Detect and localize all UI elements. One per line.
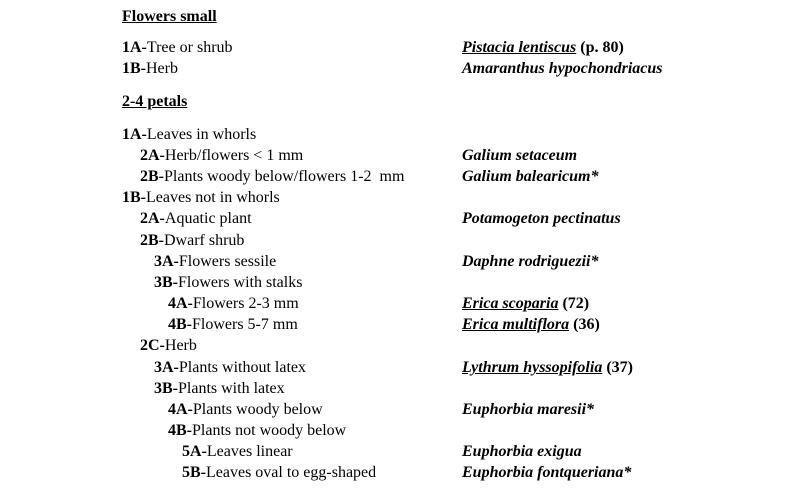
key-text: Flowers sessile <box>178 253 277 270</box>
key-lead <box>154 251 276 272</box>
key-text: Plants not woody below <box>192 422 347 439</box>
key-row <box>0 187 792 208</box>
key-text: Herb <box>164 337 197 354</box>
key-row <box>0 37 792 58</box>
key-row <box>0 399 792 420</box>
key-lead <box>168 420 346 441</box>
key-text: Plants woody below <box>192 401 323 418</box>
key-lead <box>122 37 233 58</box>
key-text: Plants with latex <box>178 380 285 397</box>
key-code: 3B- <box>154 274 178 291</box>
species-name: Pistacia lentiscus <box>462 39 577 56</box>
key-row <box>0 230 792 251</box>
key-lead <box>168 314 298 335</box>
section-heading-2-4-petals: 2-4 petals <box>122 93 188 110</box>
key-row <box>0 166 792 187</box>
key-text: Flowers with stalks <box>178 274 303 291</box>
key-text: Flowers 5-7 mm <box>192 316 298 333</box>
key-row <box>0 58 792 79</box>
key-code: 3A- <box>154 359 179 376</box>
key-row <box>0 251 792 272</box>
species-entry <box>462 441 582 462</box>
species-entry <box>462 462 631 483</box>
key-lead <box>182 441 293 462</box>
key-lead <box>140 208 252 229</box>
section-heading-flowers-small: Flowers small <box>122 8 217 25</box>
species-entry <box>462 314 600 335</box>
key-code: 4A- <box>168 295 193 312</box>
key-row <box>0 420 792 441</box>
key-row <box>0 462 792 483</box>
key-code: 2A- <box>140 147 165 164</box>
page-reference: (72) <box>558 295 590 312</box>
key-lead <box>122 187 280 208</box>
species-entry <box>462 208 621 229</box>
key-code: 2B- <box>140 232 164 249</box>
key-code: 2B- <box>140 168 164 185</box>
key-row <box>0 124 792 145</box>
key-lead <box>154 357 306 378</box>
key-lead <box>122 124 256 145</box>
species-name: Euphorbia fontqueriana* <box>462 464 632 481</box>
key-row <box>0 357 792 378</box>
key-text: Aquatic plant <box>164 210 252 227</box>
key-row <box>0 378 792 399</box>
key-text: Leaves in whorls <box>146 126 257 143</box>
species-name: Galium balearicum* <box>462 168 599 185</box>
key-row <box>0 293 792 314</box>
key-lead <box>168 293 299 314</box>
key-lead <box>122 58 178 79</box>
species-name: Galium setaceum <box>462 147 578 164</box>
key-row <box>0 441 792 462</box>
key-lead <box>182 462 376 483</box>
page-reference: (37) <box>602 359 633 376</box>
key-row <box>0 314 792 335</box>
key-text: Leaves not in whorls <box>146 189 280 206</box>
species-name: Erica scoparia <box>462 295 559 312</box>
key-text: Herb/flowers < 1 mm <box>164 147 304 164</box>
species-entry <box>462 357 633 378</box>
key-code: 4B- <box>168 422 192 439</box>
species-name: Lythrum hyssopifolia <box>462 359 603 376</box>
species-name: Daphne rodriguezii* <box>462 253 599 270</box>
key-code: 2A- <box>140 210 165 227</box>
key-lead <box>140 166 404 187</box>
key-row <box>0 208 792 229</box>
key-text: Plants without latex <box>178 359 306 376</box>
key-lead <box>168 399 323 420</box>
species-entry <box>462 166 598 187</box>
page-reference: (36) <box>569 316 600 333</box>
key-row <box>0 272 792 293</box>
key-lead <box>154 378 285 399</box>
species-name: Euphorbia maresii* <box>462 401 595 418</box>
key-text: Herb <box>146 60 178 77</box>
key-code: 5A- <box>182 443 207 460</box>
species-entry <box>462 251 598 272</box>
key-lead <box>140 145 303 166</box>
species-entry <box>462 293 589 314</box>
key-code: 2C- <box>140 337 165 354</box>
key-code: 1B- <box>122 60 146 77</box>
species-name: Potamogeton pectinatus <box>462 210 621 227</box>
key-text: Tree or shrub <box>146 39 233 56</box>
key-row <box>0 145 792 166</box>
key-row <box>0 335 792 356</box>
key-text: Plants woody below/flowers 1-2 mm <box>164 168 405 185</box>
key-code: 1B- <box>122 189 146 206</box>
page-reference: (p. 80) <box>576 39 624 56</box>
key-lead <box>154 272 302 293</box>
key-text: Leaves oval to egg-shaped <box>206 464 377 481</box>
species-name: Amaranthus hypochondriacus <box>462 60 663 77</box>
key-lead <box>140 335 197 356</box>
species-name: Erica multiflora <box>462 316 570 333</box>
species-name: Euphorbia exigua <box>462 443 582 460</box>
key-text: Dwarf shrub <box>164 232 245 249</box>
species-entry <box>462 37 624 58</box>
key-code: 3B- <box>154 380 178 397</box>
key-text: Leaves linear <box>206 443 293 460</box>
species-entry <box>462 145 577 166</box>
key-code: 4B- <box>168 316 192 333</box>
species-entry <box>462 399 594 420</box>
species-entry <box>462 58 663 79</box>
key-code: 1A- <box>122 39 147 56</box>
key-text: Flowers 2-3 mm <box>192 295 299 312</box>
key-code: 3A- <box>154 253 179 270</box>
key-code: 5B- <box>182 464 206 481</box>
key-code: 4A- <box>168 401 193 418</box>
key-code: 1A- <box>122 126 147 143</box>
key-lead <box>140 230 244 251</box>
